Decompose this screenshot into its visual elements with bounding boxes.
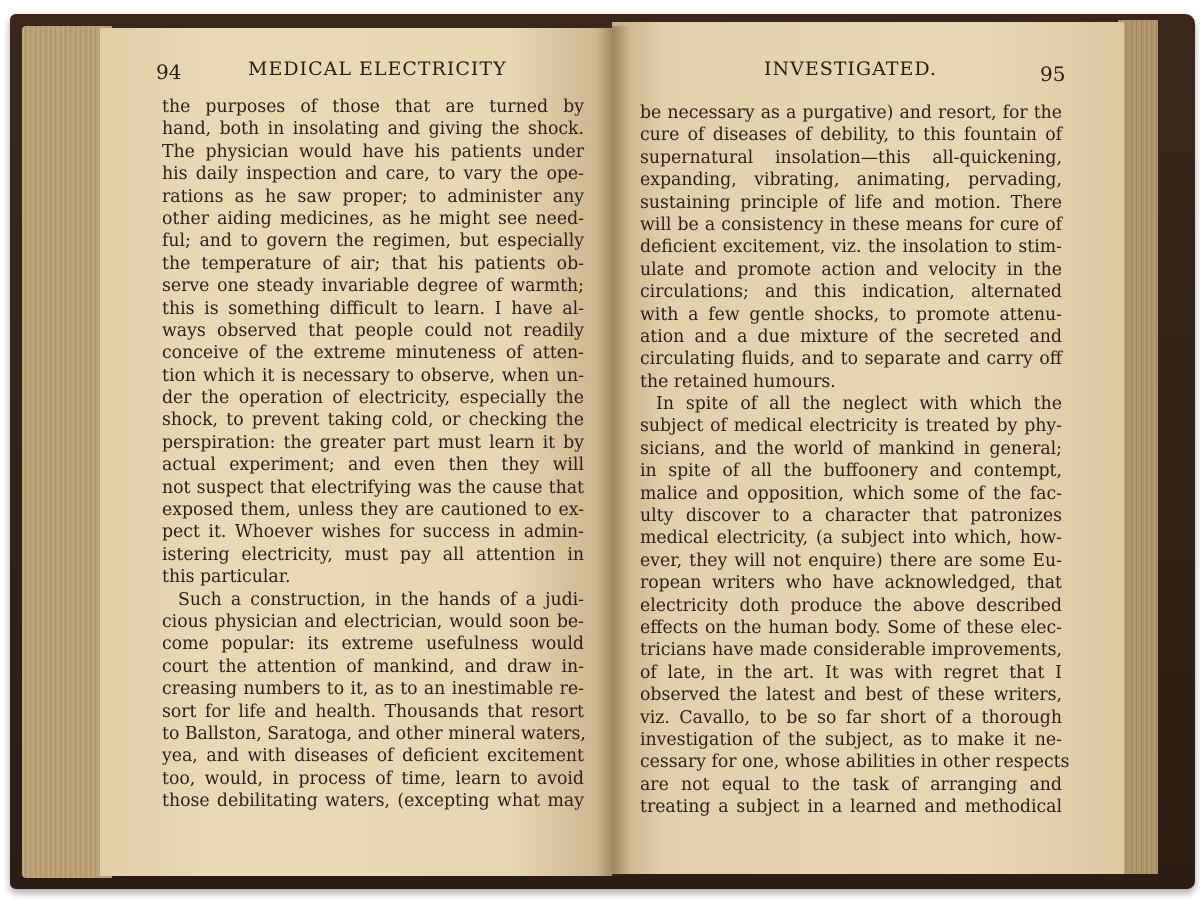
text-line: viz. Cavallo, to be so far short of a thorough [640,707,1062,728]
text-line: tion which it is necessary to observe, when un- [162,365,584,386]
text-line: ulty discover to a character that patronizes [640,506,1062,527]
text-line: sicians, and the world of mankind in general; [640,438,1062,459]
text-line: to Ballston, Saratoga, and other mineral waters, [162,723,586,744]
text-line: not suspect that electrifying was the cause that [162,477,584,498]
text-line: perspiration: the greater part must learn it by [162,432,584,453]
text-line: ulate and promote action and velocity in the [640,259,1062,280]
text-line: ropean writers who have acknowledged, that [640,573,1062,594]
text-line: exposed them, unless they are cautioned to ex- [162,500,584,521]
page-edges-right [1118,20,1158,874]
text-line: of late, in the art. It was with regret that I [640,662,1062,683]
text-line: the purposes of those that are turned by [162,97,584,117]
text-line: treating a subject in a learned and methodical [640,797,1062,818]
text-line: pect it. Whoever wishes for success in admin- [162,522,584,543]
text-line: his daily inspection and care, to vary the ope- [162,164,584,185]
left-page-text [162,96,584,813]
text-line: actual experiment; and even then they will [162,455,584,476]
text-line: this particular. [162,567,291,588]
text-line: ways observed that people could not readily [162,320,584,341]
right-page [612,22,1124,874]
text-line: in spite of all the buffoonery and contempt, [640,461,1062,482]
text-line: tricians have made considerable improvements, [640,640,1062,661]
text-line: effects on the human body. Some of these elec- [640,617,1062,638]
text-line: be necessary as a purgative) and resort, for the [640,103,1062,123]
text-line: sustaining principle of life and motion. There [640,192,1062,213]
right-page-number: 95 [1040,62,1066,86]
text-line: this is something difficult to learn. I have al- [162,298,584,319]
text-line: The physician would have his patients under [162,141,584,162]
text-line: Such a construction, in the hands of a judi- [178,589,584,610]
text-line: der the operation of electricity, especially the [162,388,584,409]
text-line: with a few gentle shocks, to promote attenu- [640,304,1062,325]
page-edges-left [22,26,112,878]
text-line: cious physician and electrician, would soon be- [162,611,584,632]
text-line: observed the latest and best of these writers, [640,685,1062,706]
left-page [100,28,612,876]
text-line: conceive of the extreme minuteness of atten- [162,343,584,364]
text-line: istering electricity, must pay all attention in [162,544,584,565]
text-line: yea, and with diseases of deficient excitement [162,746,584,767]
text-line: In spite of all the neglect with which the [656,394,1062,415]
text-line: those debilitating waters, (excepting what may [162,791,584,812]
text-line: creasing numbers to it, as to an inestimable re- [162,679,584,700]
left-page-number: 94 [156,60,182,84]
text-line: cure of diseases of debility, to this fountain of [640,125,1062,146]
text-line: ever, they will not enquire) there are some Eu- [640,550,1062,571]
text-line: sort for life and health. Thousands that resort [162,701,584,722]
text-line: malice and opposition, which some of the fac- [640,483,1062,504]
text-line: the temperature of air; that his patients ob- [162,253,584,274]
text-line: investigation of the subject, as to make it ne- [640,729,1062,750]
text-line: expanding, vibrating, animating, pervading, [640,170,1062,191]
text-line: deficient excitement, viz. the insolation to stim- [640,237,1062,258]
text-line: medical electricity, (a subject into which, how- [640,528,1062,549]
text-line: come popular: its extreme usefulness would [162,634,584,655]
text-line: hand, both in insolating and giving the shock. [162,119,584,140]
text-line: court the attention of mankind, and draw in- [162,656,584,677]
text-line: too, would, in process of time, learn to avoid [162,768,584,789]
text-line: the retained humours. [640,371,836,392]
text-line: other aiding medicines, as he might see need- [162,208,584,229]
text-line: supernatural insolation—this all-quickening, [640,147,1062,168]
text-line: ation and a due mixture of the secreted and [640,326,1062,347]
left-running-head: MEDICAL ELECTRICITY [248,58,507,80]
text-line: electricity doth produce the above described [640,595,1062,616]
text-line: circulations; and this indication, alternated [640,282,1062,303]
text-line: subject of medical electricity is treated by phy- [640,416,1062,437]
text-line: serve one steady invariable degree of warmth; [162,276,584,297]
text-line: circulating fluids, and to separate and carry off [640,349,1062,370]
right-page-text [640,102,1070,819]
text-line: ful; and to govern the regimen, but especially [162,231,584,252]
right-running-head: INVESTIGATED. [764,58,937,80]
text-line: rations as he saw proper; to administer any [162,186,584,207]
text-line: are not equal to the task of arranging and [640,774,1062,795]
text-line: will be a consistency in these means for cure of [640,214,1062,235]
text-line: shock, to prevent taking cold, or checking the [162,410,584,431]
text-line: cessary for one, whose abilities in other respects [640,752,1070,773]
